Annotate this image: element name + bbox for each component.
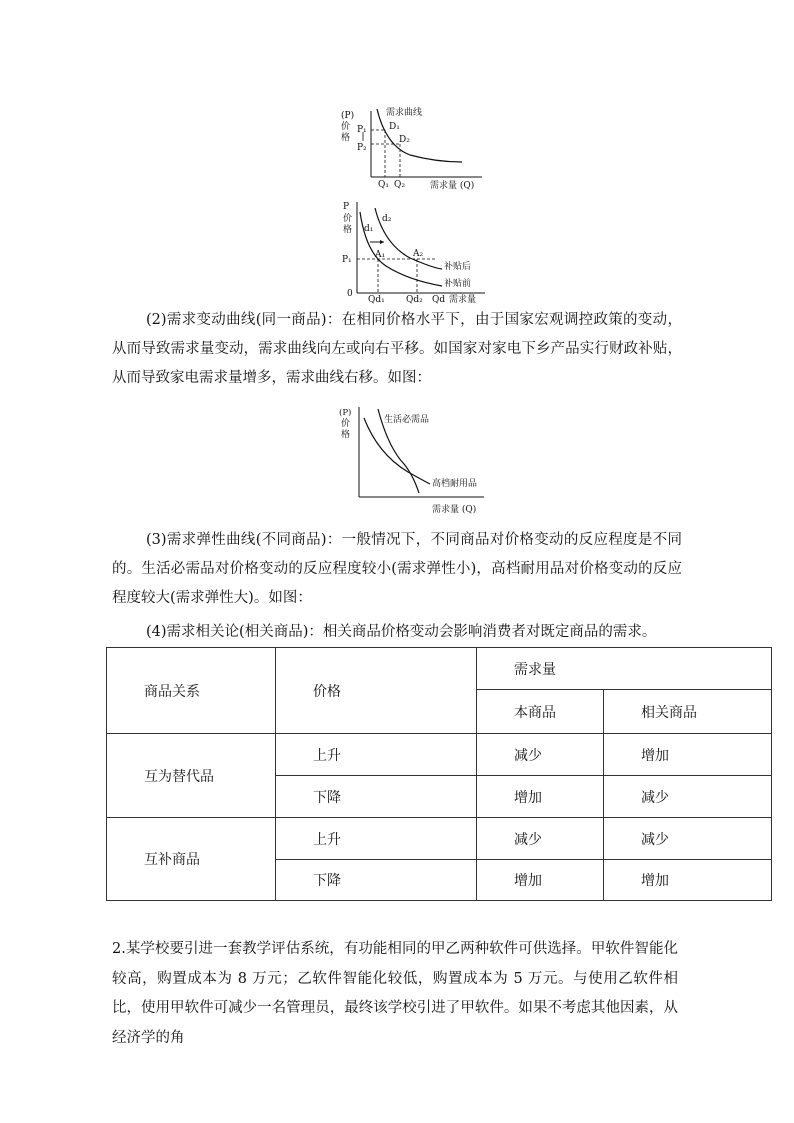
demand-curve-figure xyxy=(338,104,488,192)
fig2-x-axis: 需求量 xyxy=(449,295,477,304)
related-goods-table xyxy=(106,647,772,901)
fig1-p-axis: (P) xyxy=(341,111,355,121)
durable-curve xyxy=(364,418,430,484)
header-this-good: 本商品 xyxy=(477,690,604,734)
header-relation: 商品关系 xyxy=(107,648,276,734)
fig1-p2: P₂ xyxy=(357,143,367,153)
fig2-qd1: Qd₁ xyxy=(368,295,385,304)
subsidy-shift-svg xyxy=(338,198,488,304)
this-good-cell: 增加 xyxy=(477,776,604,818)
paragraph-elasticity-text: (3)需求弹性曲线(不同商品)：一般情况下，不同商品对价格变动的反应程度是不同的。生活必需品对价格变动的反应程度较小(需求弹性小)，高档耐用品对价格变动的反应程度较大(需求弹性大)。如图： xyxy=(112,532,682,606)
fig2-qd2: Qd₂ xyxy=(406,295,423,304)
fig1-x-axis: 需求量 (Q) xyxy=(430,181,475,191)
subsidy-shift-figure xyxy=(338,198,488,304)
header-price: 价格 xyxy=(276,648,477,734)
related-good-cell: 增加 xyxy=(604,734,772,776)
relation-substitute: 互为替代品 xyxy=(107,734,276,818)
fig1-price-1: 价 xyxy=(341,122,351,132)
fig3-price-2: 格 xyxy=(341,430,351,440)
elasticity-svg xyxy=(338,402,488,516)
fig2-p-axis: P xyxy=(343,202,350,212)
question-2: 2.某学校要引进一套教学评估系统，有功能相同的甲乙两种软件可供选择。甲软件智能化较高，购置成本为 8 万元；乙软件智能化较低，购置成本为 5 万元。与使用乙软件相比，使用甲软件可减少一名管理员，最终该学校引进了甲软件。如果不考虑其他因素，从经济学的角 xyxy=(112,941,678,1046)
paragraph-related-goods: (4)需求相关论(相关商品)：相关商品价格变动会影响消费者对既定商品的需求。 xyxy=(146,624,657,640)
fig3-p-axis: (P) xyxy=(339,408,352,418)
fig1-q1: Q₁ xyxy=(378,180,389,190)
fig2-price-1: 价 xyxy=(343,214,353,224)
fig2-p1: P₁ xyxy=(342,255,352,265)
this-good-cell: 减少 xyxy=(477,818,604,860)
fig2-price-2: 格 xyxy=(343,225,353,235)
fig1-d2: D₂ xyxy=(399,135,410,145)
header-demand: 需求量 xyxy=(477,648,772,690)
fig2-a2: A₂ xyxy=(413,249,424,259)
fig2-origin: 0 xyxy=(347,289,353,299)
this-good-cell: 减少 xyxy=(477,734,604,776)
related-good-cell: 增加 xyxy=(604,860,772,901)
fig1-q2: Q₂ xyxy=(394,180,405,190)
fig3-x-axis: 需求量 (Q) xyxy=(432,505,477,515)
paragraph-elasticity xyxy=(112,526,682,613)
header-related-good: 相关商品 xyxy=(604,690,772,734)
price-cell: 上升 xyxy=(276,734,477,776)
fig3-necessity: 生活必需品 xyxy=(384,415,430,425)
fig1-price-2: 格 xyxy=(341,133,351,143)
related-good-cell: 减少 xyxy=(604,818,772,860)
fig3-price-1: 价 xyxy=(341,419,351,429)
fig1-p1: P₁ xyxy=(357,125,367,135)
fig2-after: 补贴后 xyxy=(444,262,472,272)
fig2-d2: d₂ xyxy=(382,214,392,224)
fig2-qd: Qd xyxy=(432,295,446,304)
table-row xyxy=(107,734,772,776)
paragraph-demand-shift xyxy=(112,306,682,393)
paragraph-demand-shift-text: (2)需求变动曲线(同一商品)：在相同价格水平下，由于国家宏观调控政策的变动，从而导致需求量变动，需求曲线向左或向右平移。如国家对家电下乡产品实行财政补贴，从而导致家电需求量增多，需求曲线右移。如图： xyxy=(112,312,682,386)
relation-complement: 互补商品 xyxy=(107,818,276,901)
price-cell: 下降 xyxy=(276,776,477,818)
fig1-d1: D₁ xyxy=(389,122,400,132)
price-cell: 上升 xyxy=(276,818,477,860)
table-row xyxy=(107,818,772,860)
fig2-d1: d₁ xyxy=(364,224,374,234)
elasticity-figure xyxy=(338,402,488,516)
related-good-cell: 减少 xyxy=(604,776,772,818)
demand-curve-svg xyxy=(338,104,488,192)
fig2-before: 补贴前 xyxy=(444,279,472,289)
this-good-cell: 增加 xyxy=(477,860,604,901)
price-cell: 下降 xyxy=(276,860,477,901)
fig2-a1: A₁ xyxy=(375,250,386,260)
fig1-curve-name: 需求曲线 xyxy=(386,108,423,118)
fig3-durable: 高档耐用品 xyxy=(432,479,478,489)
